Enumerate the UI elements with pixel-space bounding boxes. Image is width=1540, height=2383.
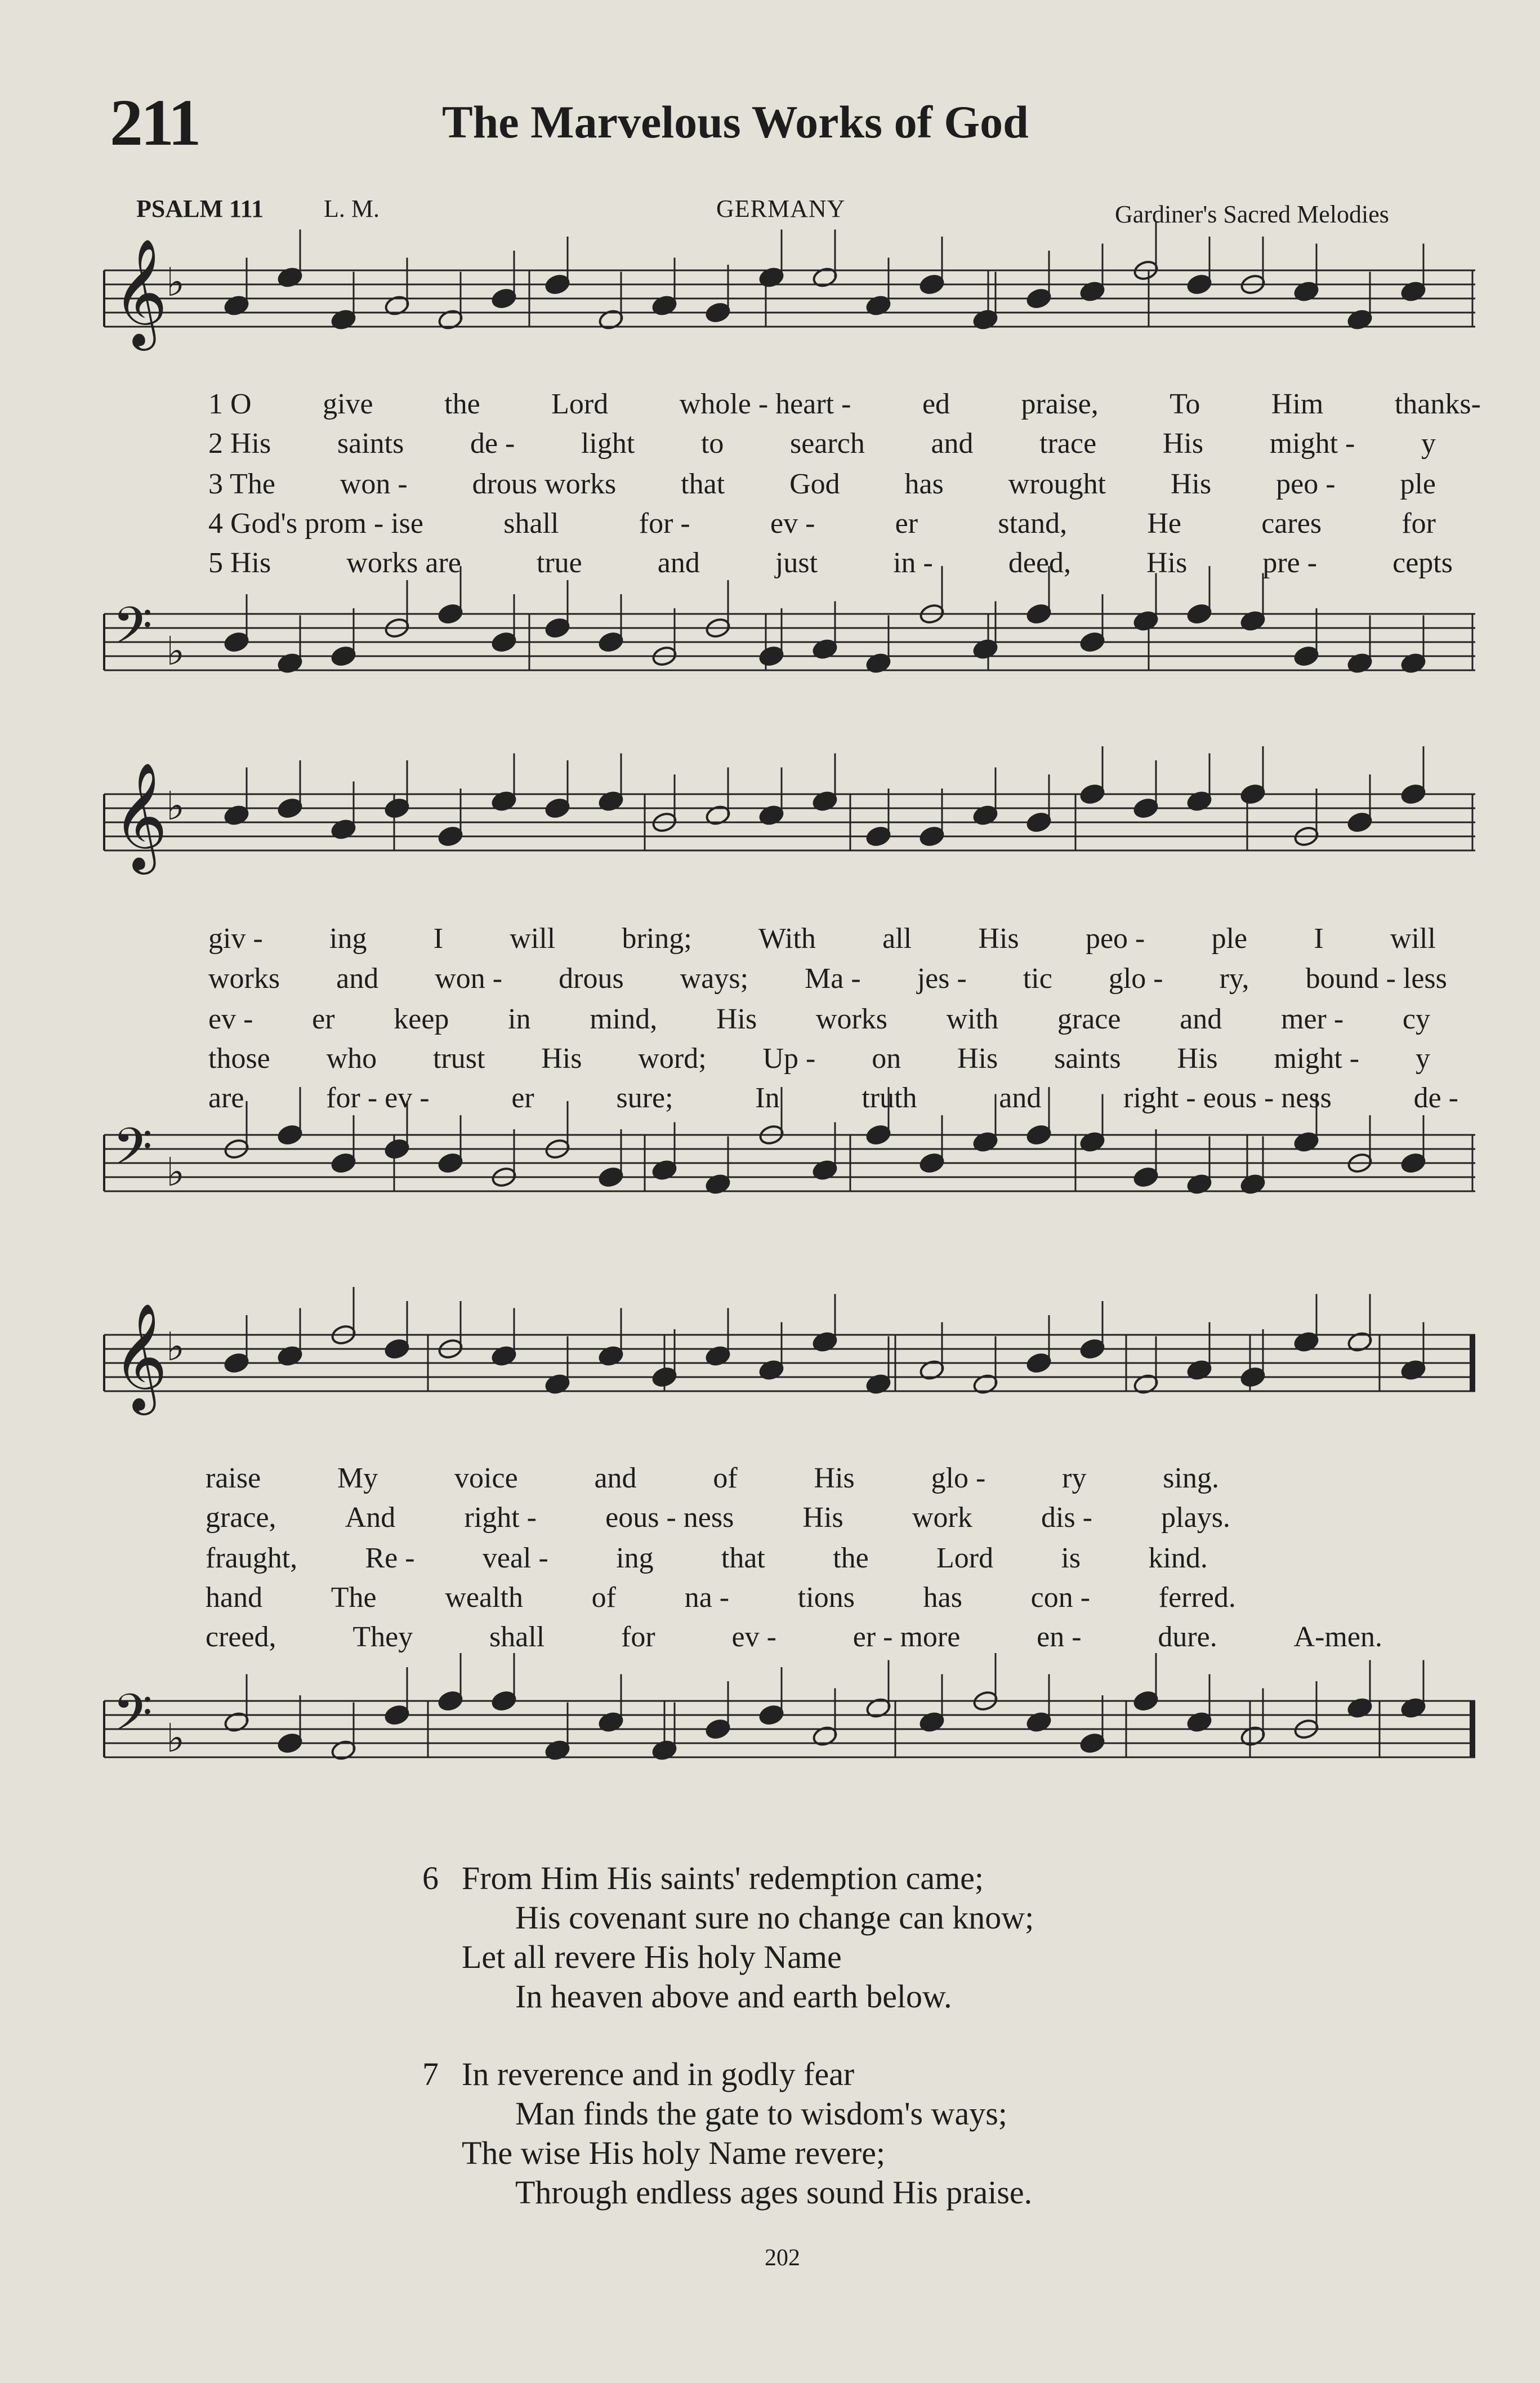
lyric-syllable: His bbox=[1146, 547, 1188, 579]
lyric-syllable: er - more bbox=[852, 1621, 961, 1653]
lyric-syllable: hand bbox=[206, 1582, 263, 1614]
lyric-line bbox=[208, 1081, 1458, 1115]
lyric-syllable: His bbox=[814, 1462, 855, 1494]
lyric-syllable: con - bbox=[1030, 1582, 1091, 1614]
lyric-syllable: word; bbox=[638, 1043, 707, 1075]
lyric-syllable: saints bbox=[1054, 1043, 1121, 1075]
lyric-syllable: grace, bbox=[206, 1502, 276, 1534]
lyric-syllable: has bbox=[904, 468, 944, 500]
treble-clef-icon: 𝄞 bbox=[113, 761, 168, 870]
bass-clef-icon: 𝄢 bbox=[113, 1117, 153, 1189]
lyric-syllable: My bbox=[337, 1462, 378, 1494]
lyric-syllable: will bbox=[1390, 923, 1436, 955]
treble-clef-icon: 𝄞 bbox=[113, 238, 168, 346]
lyric-syllable: saints bbox=[337, 427, 404, 460]
lyric-syllable: the bbox=[444, 388, 480, 420]
stanza-line: Through endless ages sound His praise. bbox=[515, 2174, 1033, 2211]
lyric-syllable: voice bbox=[454, 1462, 518, 1494]
psalm-reference: PSALM 111 bbox=[136, 195, 264, 222]
lyric-syllable: A-men. bbox=[1293, 1621, 1382, 1653]
system-3-treble-staff bbox=[0, 1302, 1540, 1453]
lyric-syllable: drous works bbox=[472, 468, 617, 500]
bass-clef-icon: 𝄢 bbox=[113, 1683, 153, 1755]
lyric-syllable: His bbox=[1177, 1043, 1218, 1075]
lyric-syllable: give bbox=[323, 388, 373, 420]
lyric-syllable: In bbox=[755, 1082, 780, 1114]
lyric-syllable: He bbox=[1147, 507, 1181, 540]
lyric-syllable: glo - bbox=[931, 1462, 986, 1494]
lyric-syllable: are bbox=[208, 1082, 244, 1114]
lyric-syllable: plays. bbox=[1161, 1502, 1230, 1534]
system-1-treble-staff bbox=[0, 238, 1540, 389]
lyric-syllable: His bbox=[957, 1043, 998, 1075]
hymn-title: The Marvelous Works of God bbox=[442, 96, 1029, 148]
lyric-syllable: His bbox=[716, 1003, 757, 1035]
lyric-syllable: works are bbox=[346, 547, 461, 579]
lyric-syllable: wealth bbox=[445, 1582, 523, 1614]
lyric-syllable: sing. bbox=[1163, 1462, 1219, 1494]
lyric-syllable: ev - bbox=[731, 1621, 776, 1653]
lyric-syllable: Up - bbox=[762, 1043, 816, 1075]
lyric-syllable: ing bbox=[329, 923, 367, 955]
lyric-syllable: Lord bbox=[936, 1542, 994, 1574]
lyric-syllable: drous bbox=[559, 963, 624, 995]
stanza-number: 7 bbox=[422, 2056, 439, 2092]
stanza-text: From Him His saints' redemption came; bbox=[462, 1860, 984, 1896]
lyric-syllable: Lord bbox=[551, 388, 609, 420]
lyric-syllable: 1 O bbox=[208, 388, 252, 420]
stanza-line bbox=[422, 1859, 1034, 1898]
lyric-syllable: y bbox=[1421, 427, 1436, 460]
lyric-syllable: the bbox=[833, 1542, 869, 1574]
lyric-syllable: whole - heart - bbox=[679, 388, 851, 420]
lyric-syllable: cepts bbox=[1392, 547, 1453, 579]
lyric-syllable: keep bbox=[394, 1003, 449, 1035]
tune-name: GERMANY bbox=[716, 195, 846, 222]
hymn-number: 211 bbox=[110, 86, 199, 159]
lyric-syllable: ed bbox=[922, 388, 950, 420]
lyric-syllable: ple bbox=[1400, 468, 1436, 500]
lyric-line bbox=[208, 1003, 1430, 1036]
lyric-syllable: that bbox=[721, 1542, 765, 1574]
lyric-syllable: all bbox=[882, 923, 912, 955]
lyric-syllable: and bbox=[999, 1082, 1042, 1114]
lyric-line bbox=[208, 546, 1453, 580]
lyric-syllable: peo - bbox=[1276, 468, 1336, 500]
system-3-bass-staff bbox=[0, 1678, 1540, 1819]
lyric-syllable: tions bbox=[797, 1582, 855, 1614]
lyric-syllable: giv - bbox=[208, 923, 263, 955]
lyric-syllable: wrought bbox=[1008, 468, 1106, 500]
flat-icon: ♭ bbox=[166, 259, 185, 305]
lyric-syllable: ry bbox=[1062, 1462, 1087, 1494]
lyric-syllable: works bbox=[815, 1003, 888, 1035]
stanza-number: 6 bbox=[422, 1860, 439, 1896]
lyric-syllable: ry, bbox=[1219, 963, 1249, 995]
lyric-syllable: peo - bbox=[1085, 923, 1145, 955]
lyric-syllable: fraught, bbox=[206, 1542, 298, 1574]
lyric-syllable: I bbox=[1314, 923, 1324, 955]
lyric-syllable: ways; bbox=[680, 963, 749, 995]
lyric-syllable: glo - bbox=[1108, 963, 1163, 995]
lyric-syllable: 3 The bbox=[208, 468, 275, 500]
lyric-syllable: 4 God's prom - ise bbox=[208, 507, 424, 540]
lyric-syllable: of bbox=[713, 1462, 738, 1494]
lyric-syllable: eous - ness bbox=[605, 1502, 734, 1534]
lyric-syllable: stand, bbox=[998, 507, 1068, 540]
lyric-syllable: and bbox=[336, 963, 379, 995]
lyric-syllable: creed, bbox=[206, 1621, 276, 1653]
lyric-syllable: shall bbox=[503, 507, 559, 540]
stanza-line bbox=[422, 2055, 1034, 2094]
lyric-syllable: mind, bbox=[590, 1003, 658, 1035]
lyric-syllable: just bbox=[775, 547, 818, 579]
lyric-syllable: y bbox=[1415, 1043, 1430, 1075]
lyric-syllable: ple bbox=[1211, 923, 1248, 955]
lyric-syllable: that bbox=[681, 468, 725, 500]
lyric-syllable: who bbox=[326, 1043, 377, 1075]
lyric-syllable: His bbox=[978, 923, 1019, 955]
lyric-line bbox=[206, 1501, 1230, 1534]
lyric-syllable: With bbox=[758, 923, 816, 955]
lyric-syllable: pre - bbox=[1262, 547, 1318, 579]
lyric-syllable: bring; bbox=[622, 923, 692, 955]
lyric-syllable: won - bbox=[435, 963, 503, 995]
lyric-syllable: has bbox=[923, 1582, 962, 1614]
lyric-syllable: To bbox=[1169, 388, 1200, 420]
lyric-syllable: er bbox=[312, 1003, 335, 1035]
lyric-syllable: shall bbox=[489, 1621, 545, 1653]
lyric-syllable: God bbox=[789, 468, 840, 500]
lyric-syllable: His bbox=[1162, 427, 1204, 460]
lyric-syllable: ev - bbox=[770, 507, 815, 540]
lyric-line bbox=[208, 467, 1436, 501]
lyric-syllable: praise, bbox=[1021, 388, 1099, 420]
lyric-line bbox=[206, 1620, 1382, 1654]
flat-icon: ♭ bbox=[166, 628, 185, 674]
lyric-syllable: His bbox=[802, 1502, 843, 1534]
lyric-syllable: Ma - bbox=[805, 963, 861, 995]
system-1-bass-staff bbox=[0, 591, 1540, 732]
lyric-line bbox=[208, 922, 1436, 955]
lyric-syllable: And bbox=[345, 1502, 396, 1534]
lyric-syllable: true bbox=[536, 547, 582, 579]
stanza-line: In heaven above and earth below. bbox=[515, 1978, 952, 2015]
lyric-syllable: 2 His bbox=[208, 427, 271, 460]
lyric-syllable: ferred. bbox=[1158, 1582, 1236, 1614]
lyric-syllable: to bbox=[700, 427, 724, 460]
lyric-syllable: trace bbox=[1039, 427, 1097, 460]
lyric-syllable: ing bbox=[616, 1542, 654, 1574]
lyric-syllable: de - bbox=[470, 427, 515, 460]
lyric-syllable: of bbox=[591, 1582, 616, 1614]
lyric-syllable: on bbox=[872, 1043, 901, 1075]
lyric-syllable: and bbox=[1180, 1003, 1222, 1035]
lyric-syllable: will bbox=[510, 923, 556, 955]
lyric-syllable: cy bbox=[1402, 1003, 1430, 1035]
lyric-syllable: raise bbox=[206, 1462, 261, 1494]
lyric-syllable: might - bbox=[1274, 1043, 1360, 1075]
lyric-syllable: in bbox=[508, 1003, 531, 1035]
lyric-syllable: ev - bbox=[208, 1003, 253, 1035]
flat-icon: ♭ bbox=[166, 1715, 185, 1761]
bass-clef-icon: 𝄢 bbox=[113, 596, 153, 668]
lyric-syllable: tic bbox=[1023, 963, 1052, 995]
flat-icon: ♭ bbox=[166, 1324, 185, 1370]
lyric-syllable: dure. bbox=[1158, 1621, 1217, 1653]
lyric-syllable: sure; bbox=[616, 1082, 673, 1114]
lyric-syllable: grace bbox=[1057, 1003, 1121, 1035]
lyric-syllable: is bbox=[1061, 1542, 1081, 1574]
lyric-syllable: and bbox=[931, 427, 974, 460]
stanza-line: Man finds the gate to wisdom's ways; bbox=[515, 2095, 1007, 2132]
lyric-line bbox=[208, 427, 1436, 460]
lyric-syllable: for bbox=[621, 1621, 655, 1653]
lyric-syllable: right - eous - ness bbox=[1123, 1082, 1332, 1114]
lyric-syllable: na - bbox=[684, 1582, 730, 1614]
lyric-syllable: 5 His bbox=[208, 547, 271, 579]
lyric-syllable: for bbox=[1401, 507, 1436, 540]
lyric-syllable: in - bbox=[893, 547, 933, 579]
lyric-syllable: de - bbox=[1413, 1082, 1458, 1114]
stanza-text: In reverence and in godly fear bbox=[462, 2056, 855, 2092]
lyric-syllable: won - bbox=[340, 468, 408, 500]
lyric-syllable: mer - bbox=[1281, 1003, 1344, 1035]
lyric-syllable: those bbox=[208, 1043, 270, 1075]
lyric-line bbox=[208, 507, 1436, 540]
lyric-syllable: truth bbox=[861, 1082, 917, 1114]
lyric-syllable: dis - bbox=[1041, 1502, 1092, 1534]
treble-clef-icon: 𝄞 bbox=[113, 1302, 168, 1410]
lyric-syllable: and bbox=[594, 1462, 637, 1494]
lyric-line bbox=[206, 1542, 1208, 1575]
lyric-syllable: deed, bbox=[1008, 547, 1072, 579]
lyric-syllable: er bbox=[895, 507, 918, 540]
lyric-syllable: light bbox=[581, 427, 635, 460]
tune-source: Gardiner's Sacred Melodies bbox=[1115, 201, 1389, 228]
lyric-syllable: thanks- bbox=[1394, 388, 1481, 420]
lyric-syllable: They bbox=[352, 1621, 413, 1653]
lyric-syllable: veal - bbox=[482, 1542, 548, 1574]
lyric-syllable: The bbox=[331, 1582, 377, 1614]
lyric-syllable: His bbox=[541, 1043, 582, 1075]
meter: L. M. bbox=[324, 195, 380, 222]
system-2-treble-staff bbox=[0, 761, 1540, 912]
lyric-syllable: right - bbox=[464, 1502, 537, 1534]
flat-icon: ♭ bbox=[166, 783, 185, 829]
lyric-syllable: jes - bbox=[917, 963, 967, 995]
lyric-syllable: and bbox=[657, 547, 700, 579]
lyric-line bbox=[206, 1462, 1219, 1495]
lyric-syllable: Him bbox=[1271, 388, 1324, 420]
lyric-syllable: er bbox=[511, 1082, 534, 1114]
stanza-line: Let all revere His holy Name bbox=[462, 1939, 842, 1975]
lyric-syllable: His bbox=[1171, 468, 1212, 500]
lyric-syllable: might - bbox=[1269, 427, 1355, 460]
system-2-bass-staff bbox=[0, 1112, 1540, 1253]
lyric-syllable: search bbox=[790, 427, 865, 460]
lyric-syllable: for - ev - bbox=[326, 1082, 430, 1114]
lyric-syllable: for - bbox=[639, 507, 690, 540]
lyric-syllable: cares bbox=[1261, 507, 1322, 540]
lyric-syllable: trust bbox=[432, 1043, 485, 1075]
flat-icon: ♭ bbox=[166, 1149, 185, 1195]
lyric-line bbox=[208, 1042, 1430, 1075]
lyric-syllable: en - bbox=[1037, 1621, 1082, 1653]
lyric-syllable: works bbox=[208, 963, 280, 995]
lyric-line bbox=[208, 387, 1481, 421]
lyric-syllable: work bbox=[912, 1502, 972, 1534]
lyric-syllable: kind. bbox=[1148, 1542, 1208, 1574]
lyric-line bbox=[206, 1581, 1236, 1614]
lyric-line bbox=[208, 962, 1447, 995]
lyric-syllable: bound - less bbox=[1305, 963, 1447, 995]
page-number: 202 bbox=[765, 2245, 800, 2271]
stanza-line: The wise His holy Name revere; bbox=[462, 2135, 886, 2171]
stanza-line: His covenant sure no change can know; bbox=[515, 1899, 1034, 1936]
lyric-syllable: with bbox=[946, 1003, 999, 1035]
lyric-syllable: Re - bbox=[365, 1542, 415, 1574]
additional-stanzas bbox=[422, 1859, 1034, 2212]
lyric-syllable: I bbox=[433, 923, 444, 955]
